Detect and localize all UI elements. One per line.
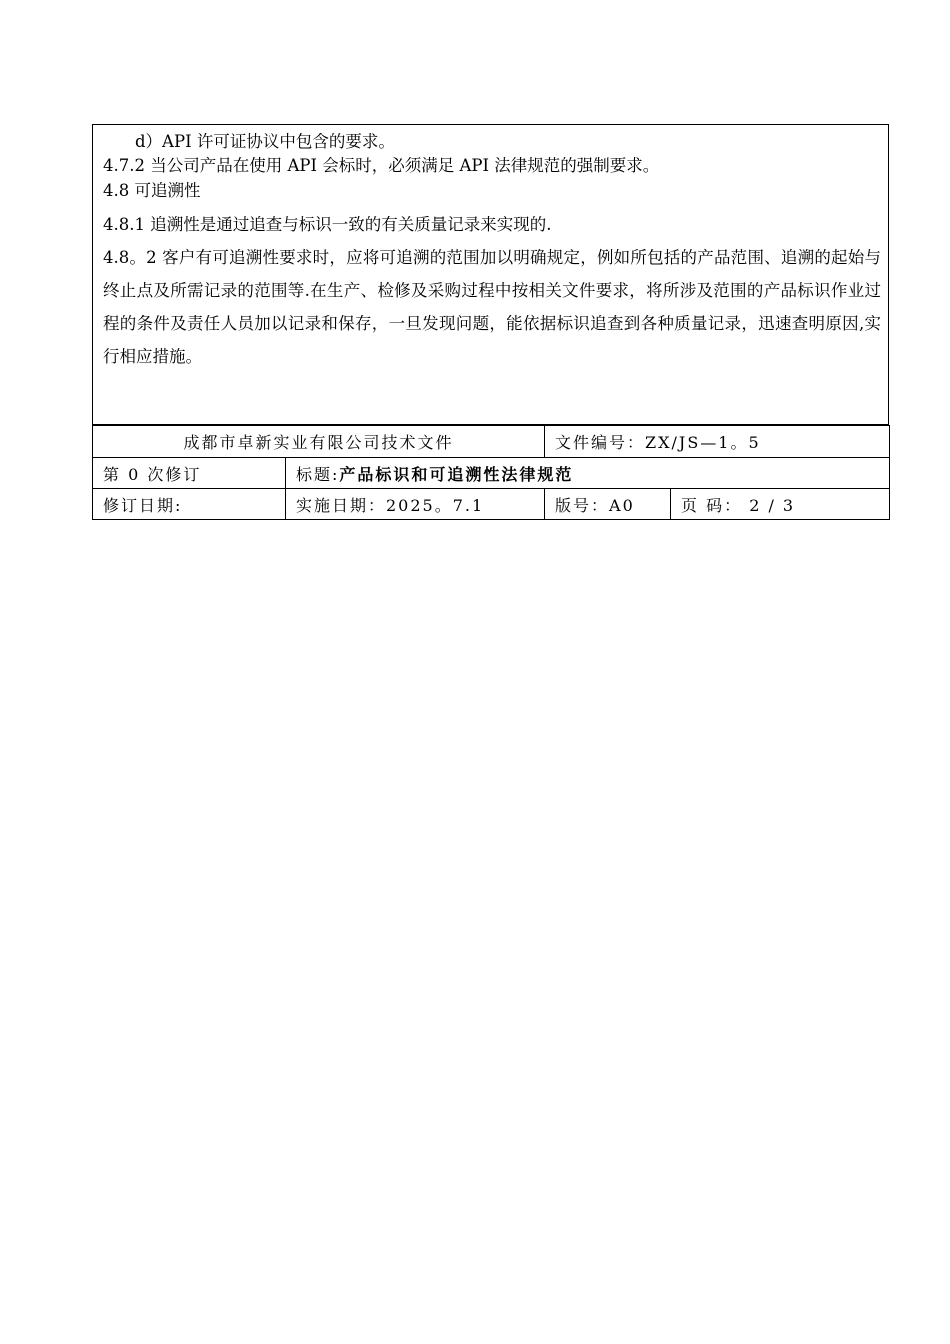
company-name: 成都市卓新实业有限公司技术文件: [93, 426, 545, 458]
footer-row-dates: [93, 489, 890, 520]
document-title: [286, 458, 890, 489]
clause-4-8-1-text: 4.8.1 追溯性是通过追查与标识一致的有关质量记录来实现的.: [103, 215, 552, 234]
document-body: [92, 124, 889, 425]
footer-row-company: [93, 426, 890, 458]
clause-d-text: d）API 许可证协议中包含的要求。: [135, 132, 395, 151]
clause-4-7-2-text: 4.7.2 当公司产品在使用 API 会标时，必须满足 API 法律规范的强制要求。: [103, 156, 660, 175]
effective-date: 实施日期：2025。7.1: [286, 489, 545, 520]
title-value: 产品标识和可追溯性法律规范: [339, 464, 574, 484]
page-number: 页 码： 2 / 3: [671, 489, 890, 520]
version-number: 版号：A0: [545, 489, 671, 520]
section-4-8-heading: 4.8 可追溯性: [103, 181, 201, 200]
title-label: 标题:: [296, 464, 340, 484]
footer-row-title: [93, 458, 890, 489]
revision-count: 第 0 次修订: [93, 458, 286, 489]
document-footer-table: [92, 425, 890, 520]
revision-date: 修订日期:: [93, 489, 286, 520]
document-number: 文件编号：ZX/JS—1。5: [545, 426, 890, 458]
clause-4-8-2-paragraph: 4.8。2 客户有可追溯性要求时，应将可追溯的范围加以明确规定，例如所包括的产品范围、追溯的起始与终止点及所需记录的范围等.在生产、检修及采购过程中按相关文件要求，将所涉及范围的产品标识作业过程的条件及责任人员加以记录和保存，一旦发现问题，能依据标识追查到各种质量记录，迅速查明原因,实行相应措施。: [103, 248, 881, 366]
